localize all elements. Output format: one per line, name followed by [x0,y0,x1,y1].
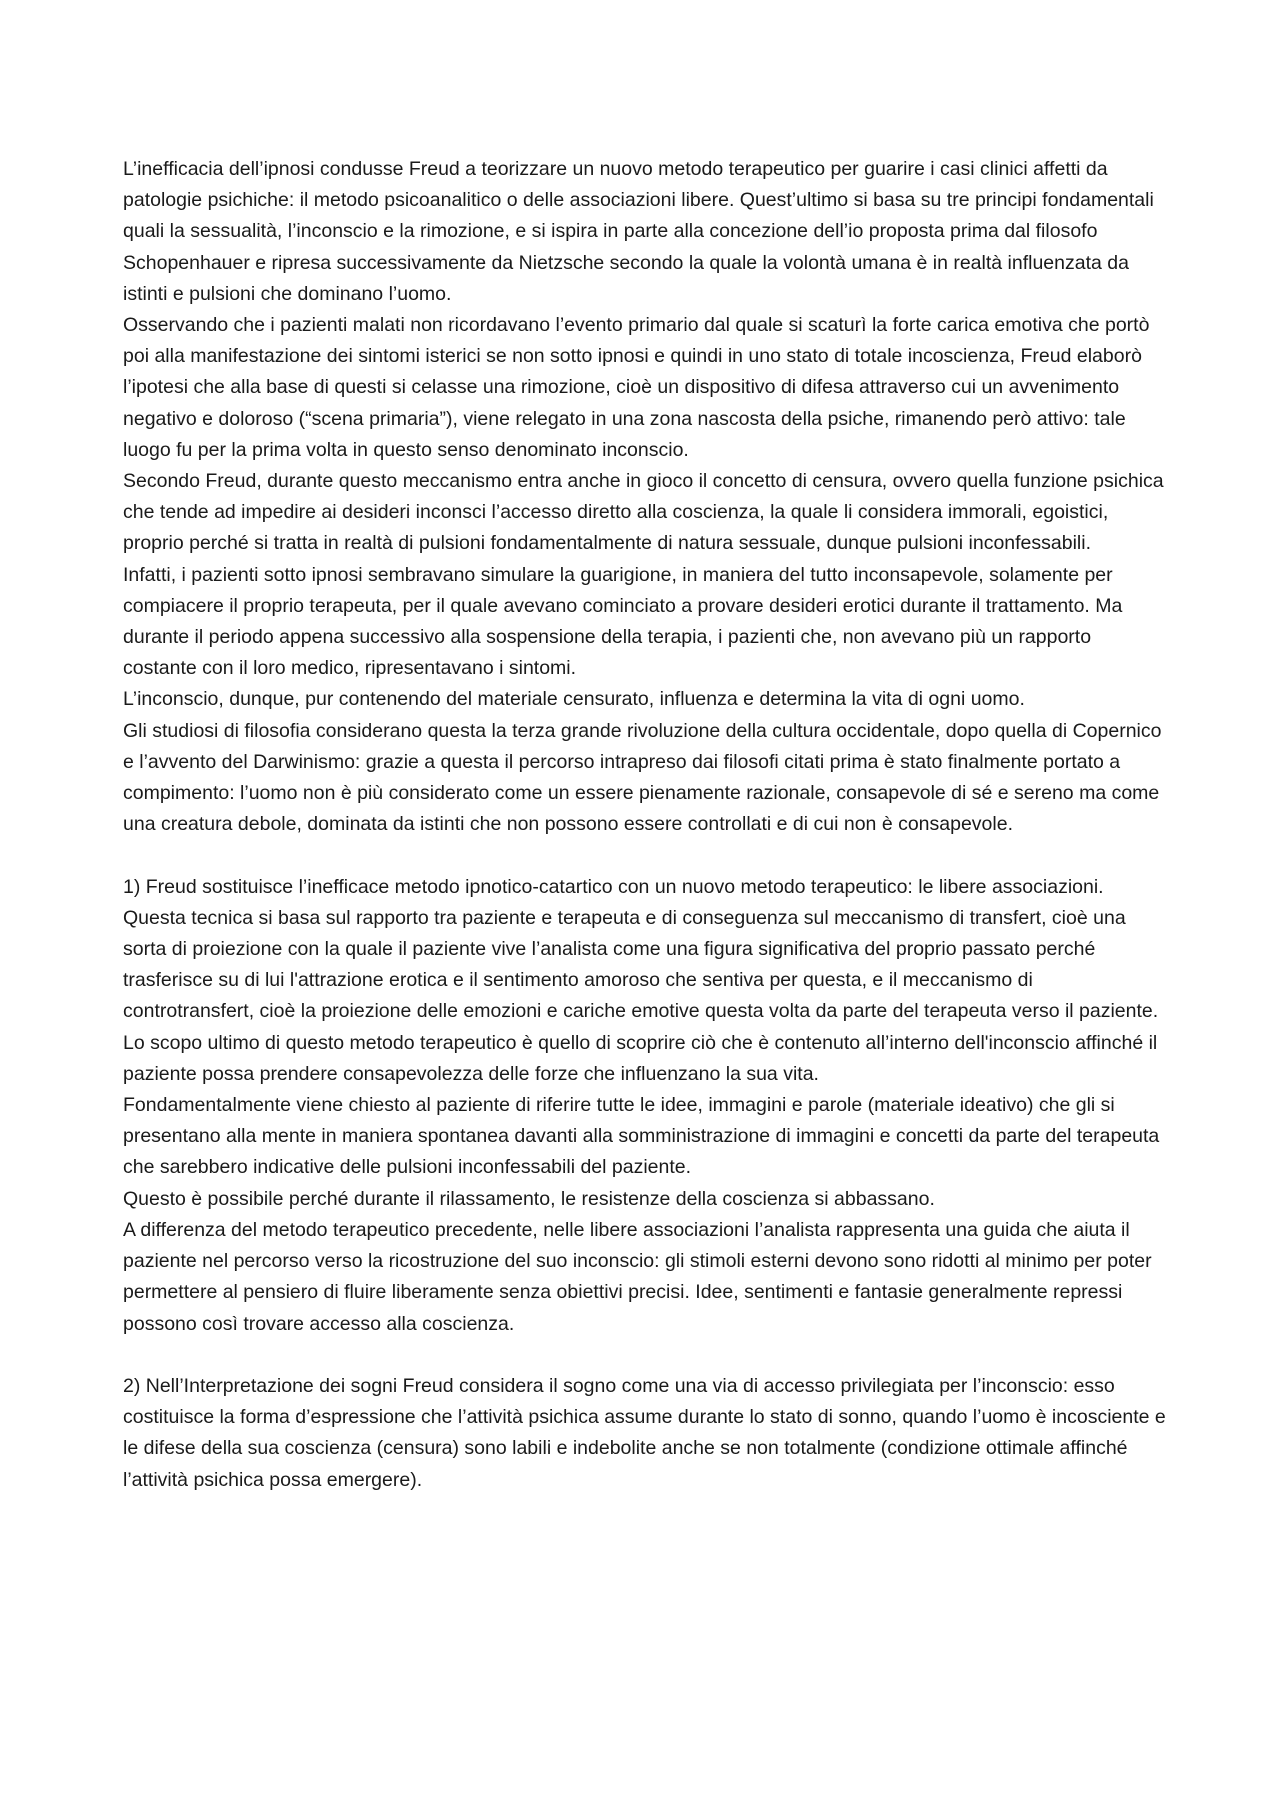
paragraph-rimozione: Osservando che i pazienti malati non ricordavano l’evento primario dal quale si scaturì la forte carica emotiva che portò poi alla manifestazione dei sintomi isterici se non sotto ipnosi e quindi in uno stato di totale incoscienza, Freud elaborò l’ipotesi che alla base di questi si celasse una rimozione, cioè un dispositivo di difesa attraverso cui un avvenimento negativo e doloroso (“scena primaria”), viene relegato in una zona nascosta della psiche, rimanendo però attivo: tale luogo fu per la prima volta in questo senso denominato inconscio. [123,314,1150,461]
paragraph-transfert: Questa tecnica si basa sul rapporto tra paziente e terapeuta e di conseguenza sul meccanismo di transfert, cioè una sorta di proiezione con la quale il paziente vive l’analista come una figura significativa del proprio passato perché trasferisce su di lui l'attrazione erotica e il sentimento amoroso che sentiva per questa, e il meccanismo di controtransfert, cioè la proiezione delle emozioni e cariche emotive questa volta da parte del terapeuta verso il paziente. [123,906,1159,1023]
paragraph-scopo: Lo scopo ultimo di questo metodo terapeutico è quello di scoprire ciò che è contenuto all’interno dell'inconscio affinché il paziente possa prendere consapevolezza delle forze che influenzano la sua vita. [123,1031,1158,1085]
blank-line [123,840,1168,871]
paragraph-materiale-ideativo: Fondamentalmente viene chiesto al paziente di riferire tutte le idee, immagini e parole (materiale ideativo) che gli si presentano alla mente in maniera spontanea davanti alla somministrazione di immagini e concetti da parte del terapeuta che sarebbero indicative delle pulsioni inconfessabili del paziente. [123,1094,1160,1179]
blank-line [123,1340,1168,1371]
paragraph-point-2: 2) Nell’Interpretazione dei sogni Freud considera il sogno come una via di accesso privilegiata per l’inconscio: esso costituisce la forma d’espressione che l’attività psichica assume durante lo stato di sonno, quando l’uomo è incosciente e le difese della sua coscienza (censura) sono labili e indebolite anche se non totalmente (condizione ottimale affinché l’attività psichica possa emergere). [123,1374,1166,1491]
paragraph-rilassamento: Questo è possibile perché durante il rilassamento, le resistenze della coscienza si abbassano. [123,1187,935,1210]
paragraph-ipnosi-inefficacia: L’inefficacia dell’ipnosi condusse Freud a teorizzare un nuovo metodo terapeutico per guarire i casi clinici affetti da patologie psichiche: il metodo psicoanalitico o delle associazioni libere. Quest’ultimo si basa su tre principi fondamentali quali la sessualità, l’inconscio e la rimozione, e si ispira in parte alla concezione dell’io proposta prima dal filosofo Schopenhauer e ripresa successivamente da Nietzsche secondo la quale la volontà umana è in realtà influenzata da istinti e pulsioni che dominano l’uomo. [123,158,1154,305]
paragraph-rivoluzione: Gli studiosi di filosofia considerano questa la terza grande rivoluzione della cultura occidentale, dopo quella di Copernico e l’avvento del Darwinismo: grazie a questa il percorso intrapreso dai filosofi citati prima è stato finalmente portato a compimento: l’uomo non è più considerato come un essere pienamente razionale, consapevole di sé e sereno ma come una creatura debole, dominata da istinti che non possono essere controllati e di cui non è consapevole. [123,719,1162,836]
paragraph-point-1: 1) Freud sostituisce l’inefficace metodo ipnotico-catartico con un nuovo metodo terapeutico: le libere associazioni. [123,875,1104,898]
document-body [123,154,1168,1496]
paragraph-pazienti-ipnosi: Infatti, i pazienti sotto ipnosi sembravano simulare la guarigione, in maniera del tutto inconsapevole, solamente per compiacere il proprio terapeuta, per il quale avevano cominciato a provare desideri erotici durante il trattamento. Ma durante il periodo appena successivo alla sospensione della terapia, i pazienti che, non avevano più un rapporto costante con il loro medico, ripresentavano i sintomi. [123,563,1123,680]
paragraph-differenza: A differenza del metodo terapeutico precedente, nelle libere associazioni l’analista rappresenta una guida che aiuta il paziente nel percorso verso la ricostruzione del suo inconscio: gli stimoli esterni devono sono ridotti al minimo per poter permettere al pensiero di fluire liberamente senza obiettivi precisi. Idee, sentimenti e fantasie generalmente repressi possono così trovare accesso alla coscienza. [123,1218,1152,1335]
paragraph-censura: Secondo Freud, durante questo meccanismo entra anche in gioco il concetto di censura, ovvero quella funzione psichica che tende ad impedire ai desideri inconsci l’accesso diretto alla coscienza, la quale li considera immorali, egoistici, proprio perché si tratta in realtà di pulsioni fondamentalmente di natura sessuale, dunque pulsioni inconfessabili. [123,470,1164,555]
paragraph-inconscio: L’inconscio, dunque, pur contenendo del materiale censurato, influenza e determina la vita di ogni uomo. [123,688,1025,711]
